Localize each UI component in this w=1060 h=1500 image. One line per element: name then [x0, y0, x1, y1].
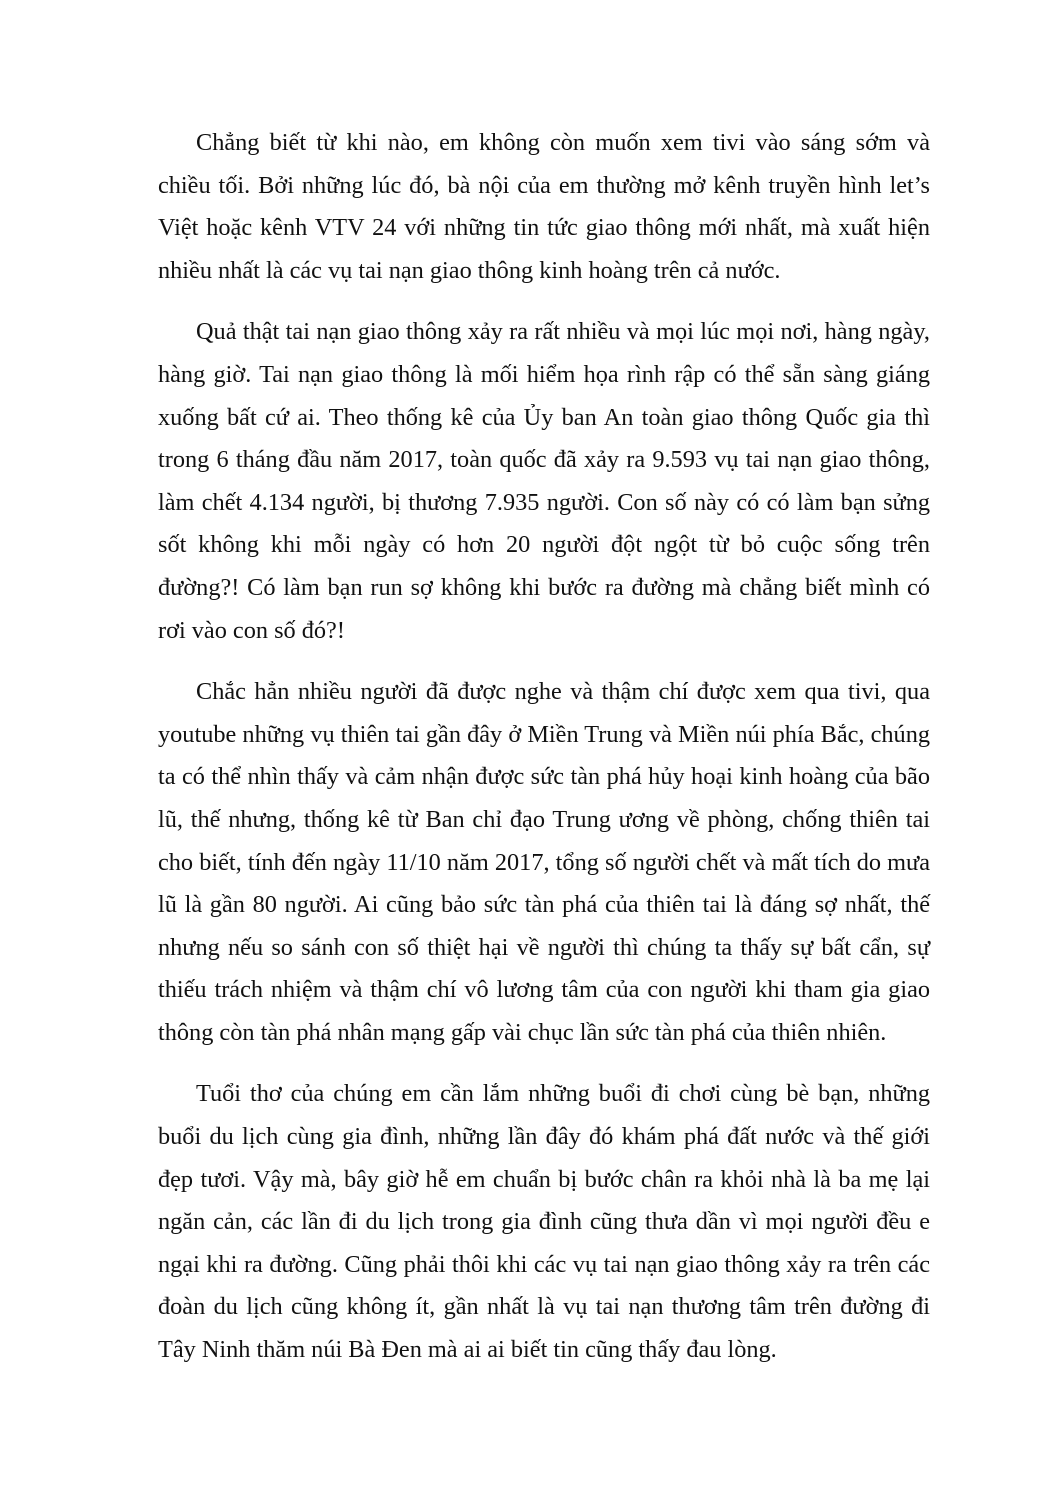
- document-body: [158, 122, 930, 1391]
- paragraph-intro: Chẳng biết từ khi nào, em không còn muốn xem tivi vào sáng sớm và chiều tối. Bởi những lúc đó, bà nội của em thường mở kênh truyền hình let’s Việt hoặc kênh VTV 24 với những tin tức giao thông mới nhất, mà xuất hiện nhiều nhất là các vụ tai nạn giao thông kinh hoàng trên cả nước.: [158, 129, 930, 284]
- paragraph-natural-disasters: Chắc hẳn nhiều người đã được nghe và thậm chí được xem qua tivi, qua youtube những vụ thiên tai gần đây ở Miền Trung và Miền núi phía Bắc, chúng ta có thể nhìn thấy và cảm nhận được sức tàn phá hủy hoại kinh hoàng của bão lũ, thế nhưng, thống kê từ Ban chỉ đạo Trung ương về phòng, chống thiên tai cho biết, tính đến ngày 11/10 năm 2017, tổng số người chết và mất tích do mưa lũ là gần 80 người. Ai cũng bảo sức tàn phá của thiên tai là đáng sợ nhất, thế nhưng nếu so sánh con số thiệt hại về người thì chúng ta thấy sự bất cẩn, sự thiếu trách nhiệm và thậm chí vô lương tâm của con người khi tham gia giao thông còn tàn phá nhân mạng gấp vài chục lần sức tàn phá của thiên nhiên.: [158, 678, 930, 1046]
- paragraph-childhood: Tuổi thơ của chúng em cần lắm những buổi đi chơi cùng bè bạn, những buổi du lịch cùng gia đình, những lần đây đó khám phá đất nước và thế giới đẹp tươi. Vậy mà, bây giờ hễ em chuẩn bị bước chân ra khỏi nhà là ba mẹ lại ngăn cản, các lần đi du lịch trong gia đình cũng thưa dần vì mọi người đều e ngại khi ra đường. Cũng phải thôi khi các vụ tai nạn giao thông xảy ra trên các đoàn du lịch cũng không ít, gần nhất là vụ tai nạn thương tâm trên đường đi Tây Ninh thăm núi Bà Đen mà ai ai biết tin cũng thấy đau lòng.: [158, 1080, 930, 1364]
- paragraph-statistics: Quả thật tai nạn giao thông xảy ra rất nhiều và mọi lúc mọi nơi, hàng ngày, hàng giờ. Tai nạn giao thông là mối hiểm họa rình rập có thể sẵn sàng giáng xuống bất cứ ai. Theo thống kê của Ủy ban An toàn giao thông Quốc gia thì trong 6 tháng đầu năm 2017, toàn quốc đã xảy ra 9.593 vụ tai nạn giao thông, làm chết 4.134 người, bị thương 7.935 người. Con số này có có làm bạn sửng sốt không khi mỗi ngày có hơn 20 người đột ngột từ bỏ cuộc sống trên đường?! Có làm bạn run sợ không khi bước ra đường mà chẳng biết mình có rơi vào con số đó?!: [158, 318, 930, 644]
